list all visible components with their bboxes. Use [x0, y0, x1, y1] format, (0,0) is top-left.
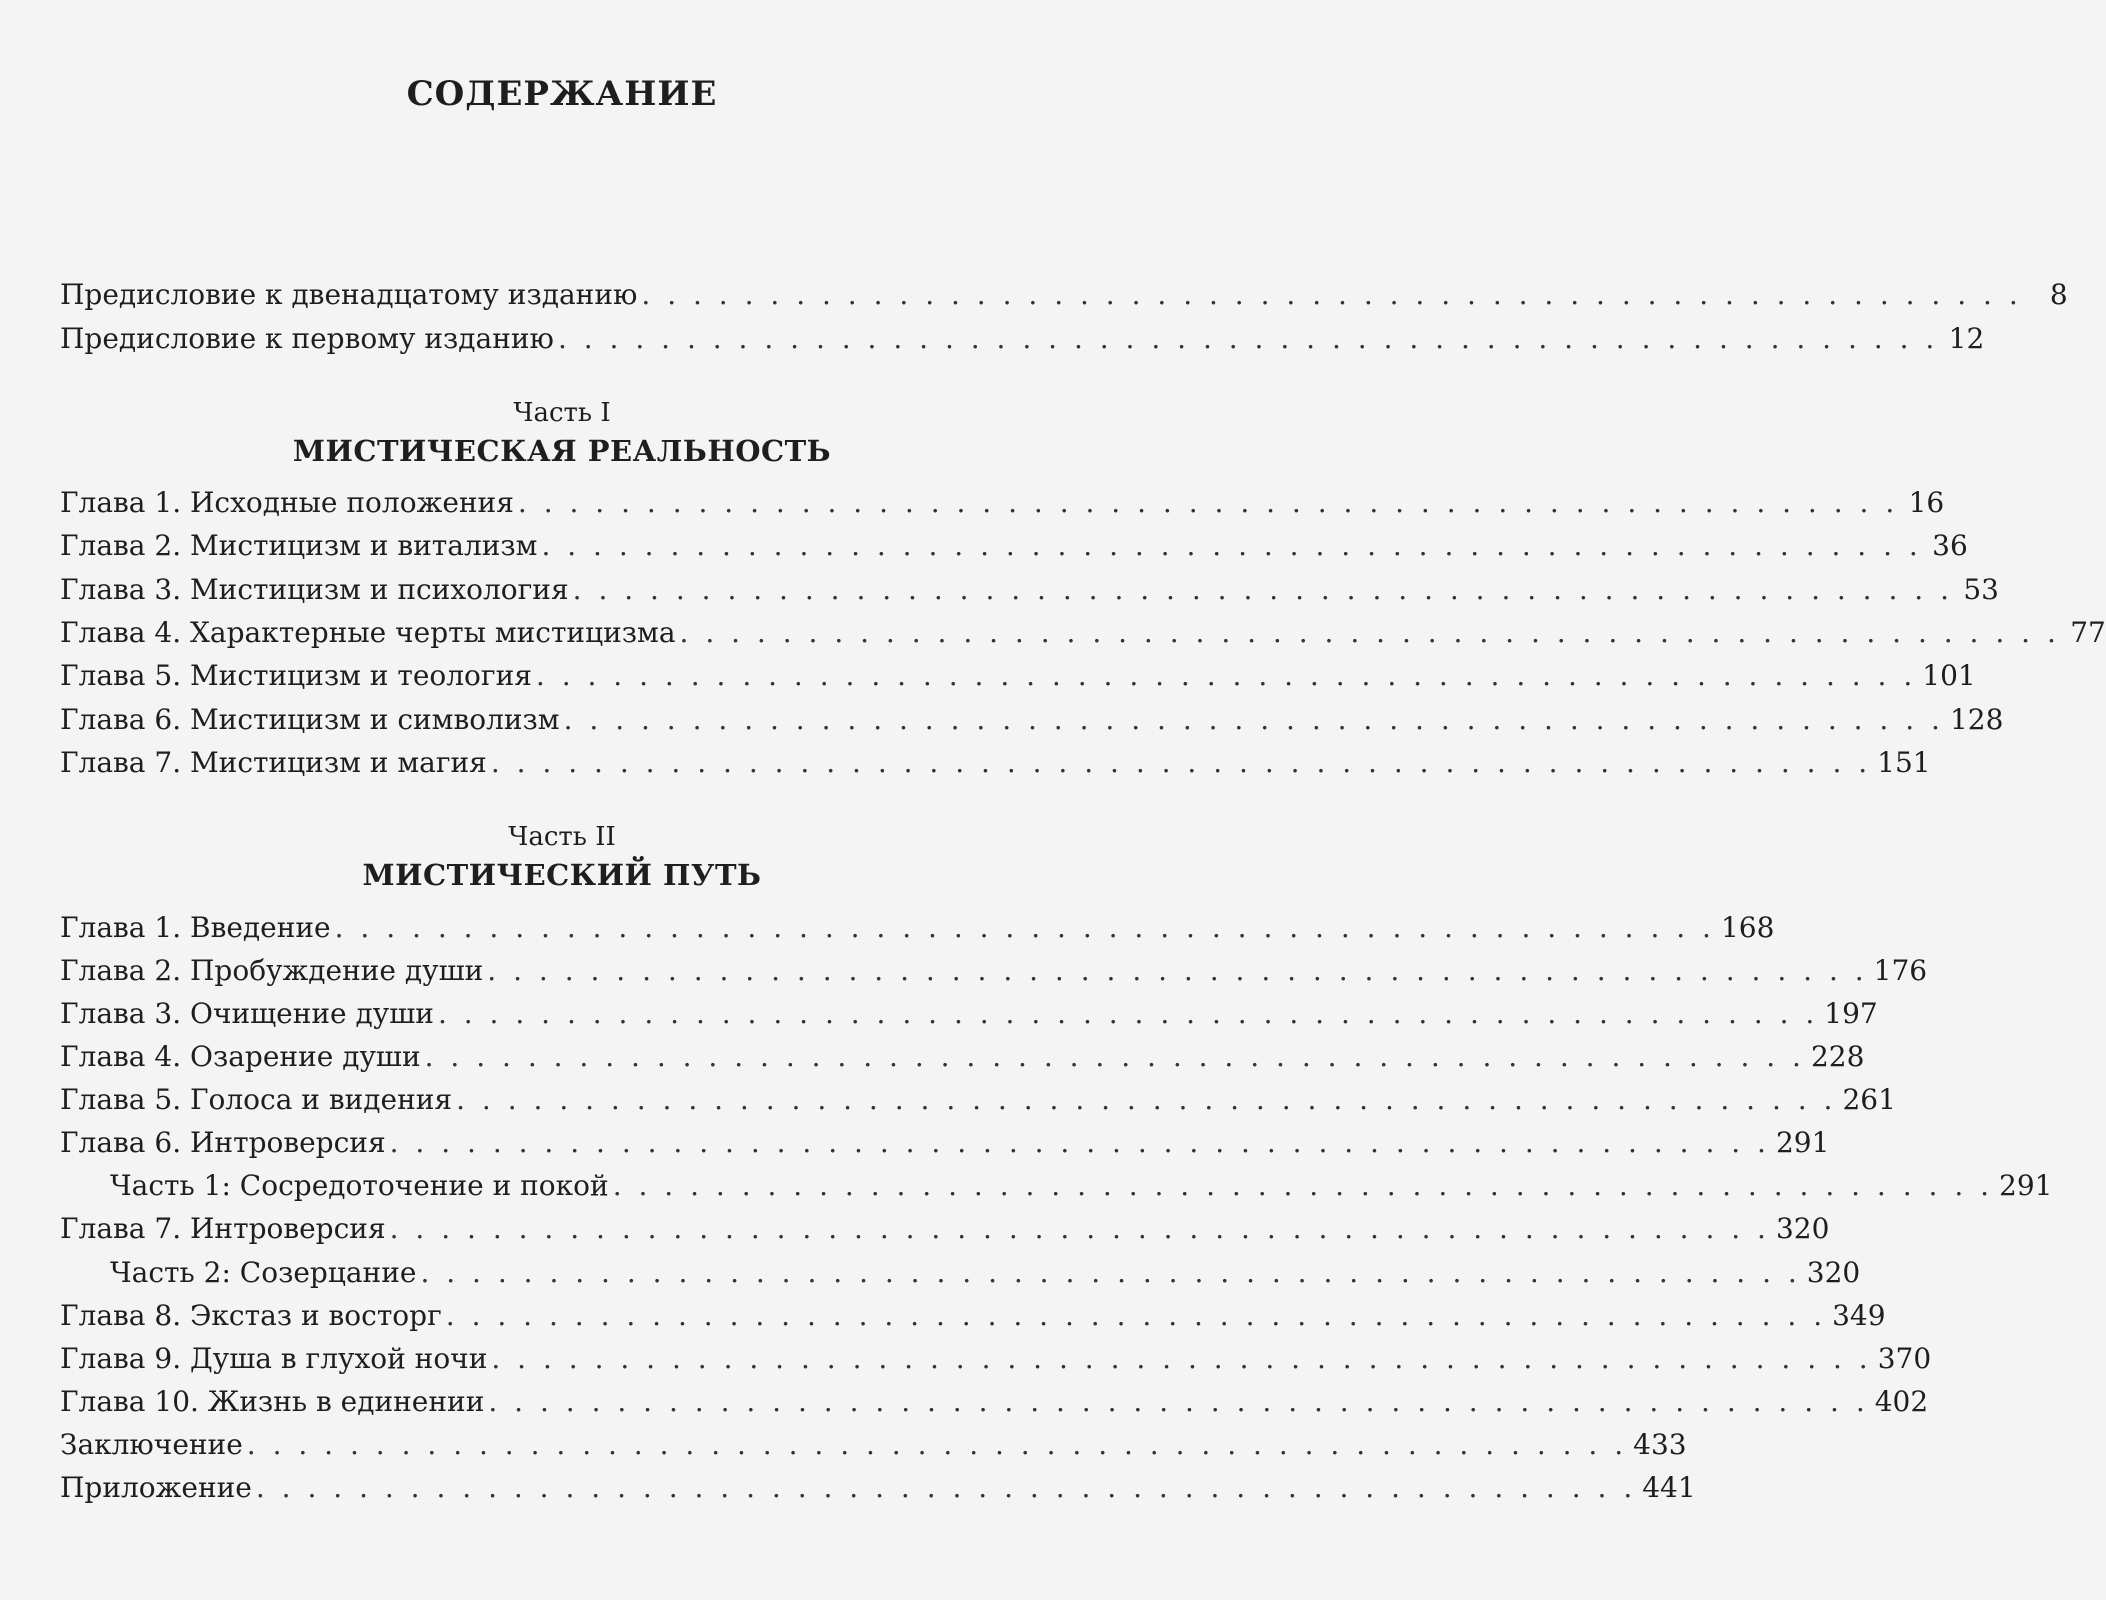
toc-entry: [60, 659, 1976, 695]
toc-entry: [60, 954, 1928, 990]
dot-leader: . . . . . . . . . . . . . . . . . . . . . . . . . . . . . . . . . . . . . . . . . . . . . . . . . . . . . .: [255, 1471, 1637, 1504]
toc-entry-page: 441: [1642, 1471, 1696, 1504]
toc-entry: [60, 1342, 1932, 1378]
toc-entry: [60, 1040, 1865, 1076]
dot-leader: . . . . . . . . . . . . . . . . . . . . . . . . . . . . . . . . . . . . . . . . . . . . . . . . . . . . . .: [641, 278, 2022, 311]
toc-entry-label: Глава 4. Озарение души: [60, 1040, 421, 1073]
toc-entry-label: Глава 7. Мистицизм и магия: [60, 746, 487, 779]
toc-entry: [60, 1385, 1929, 1421]
toc-subentry: [110, 1256, 1861, 1292]
toc-entry: [60, 997, 1878, 1033]
toc-entry-page: 53: [1963, 573, 1999, 606]
dot-leader: . . . . . . . . . . . . . . . . . . . . . . . . . . . . . . . . . . . . . . . . . . . . . . . . . . . . . .: [572, 573, 1953, 606]
toc-entry: [60, 911, 1775, 947]
toc-entry: [60, 1126, 1830, 1162]
toc-entry-page: 16: [1908, 486, 1945, 519]
toc-entry-label: Глава 1. Введение: [60, 911, 331, 944]
toc-entry-label: Глава 2. Мистицизм и витализм: [60, 529, 538, 562]
dot-leader: . . . . . . . . . . . . . . . . . . . . . . . . . . . . . . . . . . . . . . . . . . . . . . . . . . . . . .: [557, 322, 1939, 355]
toc-entry-label: Глава 3. Мистицизм и психология: [60, 573, 569, 606]
toc-entry-page: 370: [1877, 1342, 1932, 1375]
toc-entry: [60, 1428, 1687, 1464]
toc-entry-page: 8: [2049, 278, 2068, 311]
dot-leader: . . . . . . . . . . . . . . . . . . . . . . . . . . . . . . . . . . . . . . . . . . . . . . . . . . . . . .: [437, 997, 1819, 1030]
dot-leader: . . . . . . . . . . . . . . . . . . . . . . . . . . . . . . . . . . . . . . . . . . . . . . . . . . . . . .: [517, 486, 1899, 519]
toc-entry-label: Часть 2: Созерцание: [110, 1256, 417, 1289]
toc-entry-page: 291: [1999, 1169, 2053, 1202]
toc-entry-page: 77: [2070, 616, 2106, 649]
toc-entry-page: 433: [1633, 1428, 1687, 1461]
toc-entry-label: Глава 8. Экстаз и восторг: [60, 1299, 442, 1332]
toc-entry-label: Глава 3. Очищение души: [60, 997, 434, 1030]
toc-entry-preface-1st: [60, 322, 1985, 358]
dot-leader: . . . . . . . . . . . . . . . . . . . . . . . . . . . . . . . . . . . . . . . . . . . . . . . . . . . . . .: [491, 1342, 1872, 1375]
dot-leader: . . . . . . . . . . . . . . . . . . . . . . . . . . . . . . . . . . . . . . . . . . . . . . . . . . . . . .: [420, 1256, 1801, 1289]
toc-entry: [60, 529, 1968, 565]
dot-leader: . . . . . . . . . . . . . . . . . . . . . . . . . . . . . . . . . . . . . . . . . . . . . . . . . . . . . .: [424, 1040, 1805, 1073]
toc-entry-page: 320: [1806, 1256, 1861, 1289]
dot-leader: . . . . . . . . . . . . . . . . . . . . . . . . . . . . . . . . . . . . . . . . . . . . . . . . . . . . . .: [334, 911, 1715, 944]
toc-entry-page: 36: [1932, 529, 1968, 562]
dot-leader: . . . . . . . . . . . . . . . . . . . . . . . . . . . . . . . . . . . . . . . . . . . . . . . . . . . . . .: [389, 1212, 1770, 1245]
toc-entry-label: Глава 2. Пробуждение души: [60, 954, 484, 987]
toc-entry-label: Глава 7. Интроверсия: [60, 1212, 386, 1245]
toc-entry-label: Глава 4. Характерные черты мистицизма: [60, 616, 676, 649]
dot-leader: . . . . . . . . . . . . . . . . . . . . . . . . . . . . . . . . . . . . . . . . . . . . . . . . . . . . . .: [679, 616, 2060, 649]
toc-entry: [60, 746, 1931, 782]
toc-entry-page: 349: [1832, 1299, 1886, 1332]
dot-leader: . . . . . . . . . . . . . . . . . . . . . . . . . . . . . . . . . . . . . . . . . . . . . . . . . . . . . .: [541, 529, 1922, 562]
toc-entry-label: Часть 1: Сосредоточение и покой: [110, 1169, 609, 1202]
page-title: СОДЕРЖАНИЕ: [406, 74, 718, 114]
toc-entry-label: Глава 9. Душа в глухой ночи: [60, 1342, 488, 1375]
toc-entry: [60, 616, 2106, 652]
toc-entry-page: 261: [1842, 1083, 1896, 1116]
toc-entry: [60, 1299, 1886, 1335]
dot-leader: . . . . . . . . . . . . . . . . . . . . . . . . . . . . . . . . . . . . . . . . . . . . . . . . . . . . . .: [487, 954, 1868, 987]
toc-entry-page: 151: [1877, 746, 1931, 779]
toc-entry: [60, 1471, 1696, 1507]
toc-entry: [60, 486, 1945, 522]
toc-subentry: [110, 1169, 2053, 1205]
dot-leader: . . . . . . . . . . . . . . . . . . . . . . . . . . . . . . . . . . . . . . . . . . . . . . . . . . . . . .: [490, 746, 1872, 779]
toc-entry-page: 197: [1824, 997, 1878, 1030]
part-2-label: Часть II: [508, 822, 616, 852]
toc-entry-label: Глава 5. Голоса и видения: [60, 1083, 453, 1116]
dot-leader: . . . . . . . . . . . . . . . . . . . . . . . . . . . . . . . . . . . . . . . . . . . . . . . . . . . . . .: [389, 1126, 1770, 1159]
part-1-label: Часть I: [513, 398, 611, 428]
toc-entry: [60, 573, 1999, 609]
toc-entry-page: 12: [1948, 322, 1985, 355]
toc-entry-page: 128: [1949, 703, 2004, 736]
toc-entry-label: Глава 5. Мистицизм и теология: [60, 659, 532, 692]
toc-entry-label: Глава 6. Мистицизм и символизм: [60, 703, 560, 736]
toc-entry-label: Предисловие к двенадцатому изданию: [60, 278, 638, 311]
dot-leader: . . . . . . . . . . . . . . . . . . . . . . . . . . . . . . . . . . . . . . . . . . . . . . . . . . . . . .: [612, 1169, 1994, 1202]
toc-entry: [60, 1083, 1896, 1119]
dot-leader: . . . . . . . . . . . . . . . . . . . . . . . . . . . . . . . . . . . . . . . . . . . . . . . . . . . . . .: [445, 1299, 1827, 1332]
toc-entry-preface-12th: [60, 278, 2068, 314]
toc-entry-page: 168: [1720, 911, 1775, 944]
toc-entry: [60, 1212, 1830, 1248]
dot-leader: . . . . . . . . . . . . . . . . . . . . . . . . . . . . . . . . . . . . . . . . . . . . . . . . . . . . . .: [563, 703, 1944, 736]
toc-entry-page: 291: [1775, 1126, 1830, 1159]
part-1-title: МИСТИЧЕСКАЯ РЕАЛЬНОСТЬ: [292, 434, 832, 468]
toc-entry-page: 402: [1874, 1385, 1929, 1418]
toc-entry-label: Глава 1. Исходные положения: [60, 486, 514, 519]
toc-entry-label: Заключение: [60, 1428, 243, 1461]
dot-leader: . . . . . . . . . . . . . . . . . . . . . . . . . . . . . . . . . . . . . . . . . . . . . . . . . . . . . .: [456, 1083, 1837, 1116]
toc-entry-page: 228: [1810, 1040, 1865, 1073]
toc-entry-label: Глава 6. Интроверсия: [60, 1126, 386, 1159]
toc-entry-page: 176: [1873, 954, 1928, 987]
toc-entry-page: 101: [1922, 659, 1976, 692]
dot-leader: . . . . . . . . . . . . . . . . . . . . . . . . . . . . . . . . . . . . . . . . . . . . . . . . . . . . . .: [246, 1428, 1628, 1461]
toc-entry-page: 320: [1775, 1212, 1830, 1245]
dot-leader: . . . . . . . . . . . . . . . . . . . . . . . . . . . . . . . . . . . . . . . . . . . . . . . . . . . . . .: [535, 659, 1917, 692]
part-2-title: МИСТИЧЕСКИЙ ПУТЬ: [362, 858, 762, 892]
toc-entry-label: Предисловие к первому изданию: [60, 322, 554, 355]
toc-entry: [60, 703, 2004, 739]
toc-entry-label: Глава 10. Жизнь в единении: [60, 1385, 485, 1418]
dot-leader: . . . . . . . . . . . . . . . . . . . . . . . . . . . . . . . . . . . . . . . . . . . . . . . . . . . . . .: [488, 1385, 1869, 1418]
toc-entry-label: Приложение: [60, 1471, 252, 1504]
